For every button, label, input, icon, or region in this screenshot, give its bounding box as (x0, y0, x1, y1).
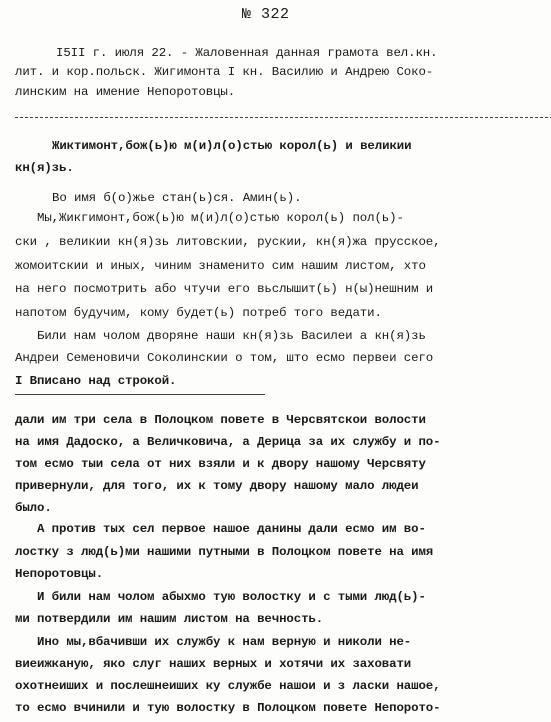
body-line: И били нам чолом абыхмо тую волостку и с тыми люд(ь)- (15, 590, 426, 604)
body-line: Били нам чолом дворяне наши кн(я)зь Василеи а кн(я)зь (15, 329, 426, 343)
body-line: том есмо тыи села от них взяли и к двору нашому Черсвяту (15, 457, 426, 471)
body-line: на него посмотрить або чтучи его вьслышит(ь) н(ы)нешним и (15, 282, 434, 296)
body-line: жомоитскии и иных, чиним знаменито сим нашим листом, хто (15, 259, 426, 273)
heading-line: I5II г. июля 22. - Жаловенная данная грамота вел.кн. (56, 46, 438, 60)
body-line: А против тых сел первое нашое данины дали есмо им во- (15, 522, 426, 536)
body-line: напотом будучим, кому будет(ь) потреб того ведати. (15, 306, 382, 320)
intitulatio-line: кн(я)зь. (15, 161, 74, 175)
body-line: Ино мы,вбачивши их службу к нам верную и николи не- (15, 635, 412, 649)
body-line: на имя Дадоско, а Величковича, а Дерица за их службу и по- (15, 435, 441, 449)
body-line: Непоротовцы. (15, 567, 104, 581)
body-line: было. (15, 501, 52, 515)
footnote-rule (15, 394, 265, 395)
body-line: лостку з люд(ь)ми нашими путными в Полоцком повете на имя (15, 545, 434, 559)
body-line: привернули, для того, их к тому двору нашому мало людеи (15, 479, 419, 493)
body-line: виеижканую, яко слуг наших верных и хотячи их заховати (15, 657, 412, 671)
intitulatio-line: Жиктимонт,бож(ь)ю м(и)л(о)стью корол(ь) и великии (52, 139, 412, 153)
body-line: охотнеиших и послешнеиших ку службе нашои и з ласки нашое, (15, 679, 441, 693)
body-line: дали им три села в Полоцком повете в Черсвятскои волости (15, 413, 426, 427)
heading-line: лит. и кор.польск. Жигимонта I кн. Василию и Андрею Соко- (15, 65, 434, 79)
body-line: ми потвердили им нашим листом на вечность. (15, 612, 324, 626)
body-line: то есмо вчинили и тую волостку в Полоцком повете Непорото- (15, 701, 441, 715)
body-line: Андреи Семеновичи Соколинскии о том, што есмо первеи сего (15, 351, 434, 365)
heading-line: линским на имение Непоротовцы. (15, 85, 236, 99)
footnote: I Вписано над строкой. (15, 374, 177, 388)
body-line: ски , великии кн(я)зь литовскии, рускии, кн(я)жа прусское, (15, 235, 441, 249)
section-divider (15, 117, 551, 118)
page-number: № 322 (242, 6, 290, 23)
body-line: Мы,Жикгимонт,бож(ь)ю м(и)л(о)стью корол(ь) пол(ь)- (15, 211, 404, 225)
invocatio: Во имя б(о)жье стан(ь)ся. Амин(ь). (52, 191, 302, 205)
